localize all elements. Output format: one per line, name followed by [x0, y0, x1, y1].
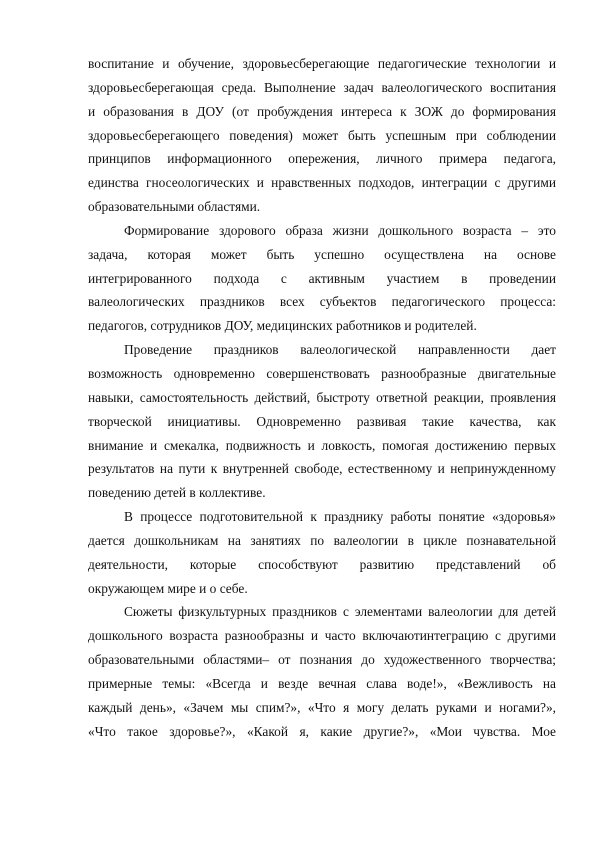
text-line: творческой инициативы. Одновременно развивая такие качества, как [88, 413, 556, 429]
text-line: образовательными областями– от познания до художественного творчества; [88, 652, 556, 668]
text-line: принципов информационного опережения, личного примера педагога, [88, 151, 556, 167]
text-line: Формирование здорового образа жизни дошкольного возраста – это [124, 222, 556, 238]
text-line: деятельности, которые способствуют развитию представлений об [88, 556, 556, 572]
text-line: единства гносеологических и нравственных подходов, интеграции с другими [88, 175, 556, 191]
text-line: задача, которая может быть успешно осуществлена на основе [88, 246, 556, 262]
text-line: Проведение праздников валеологической направленности дает [124, 342, 556, 358]
text-line: здоровьесберегающая среда. Выполнение задач валеологического воспитания [88, 79, 556, 95]
text-line: Сюжеты физкультурных праздников с элементами валеологии для детей [124, 604, 556, 620]
text-line: результатов на пути к внутренней свободе, естественному и непринужденному [88, 461, 556, 477]
text-line: интегрированного подхода с активным участием в проведении [88, 270, 556, 286]
text-line: здоровьесберегающего поведения) может быть успешным при соблюдении [88, 127, 556, 143]
text-line: внимание и смекалка, подвижность и ловкость, помогая достижению первых [88, 437, 556, 453]
text-line: каждый день», «Зачем мы спим?», «Что я могу делать руками и ногами?», [88, 699, 556, 715]
text-line: дошкольного возраста разнообразны и часто включаютинтеграцию с другими [88, 628, 556, 644]
text-line: В процессе подготовительной к празднику работы понятие «здоровья» [124, 509, 556, 525]
paragraph [88, 52, 556, 219]
text-line: валеологических праздников всех субъектов педагогического процесса: [88, 294, 556, 310]
paragraph [88, 600, 556, 743]
text-line: воспитание и обучение, здоровьесберегающие педагогические технологии и [88, 56, 556, 71]
text-line: окружающем мире и о себе. [88, 580, 248, 596]
text-line: образовательными областями. [88, 199, 261, 215]
text-line: примерные темы: «Всегда и везде вечная слава воде!», «Вежливость на [88, 675, 556, 691]
text-line: возможность одновременно совершенствовать разнообразные двигательные [88, 365, 556, 381]
document-body-text [88, 52, 556, 743]
text-line: педагогов, сотрудников ДОУ, медицинских работников и родителей. [88, 318, 477, 334]
text-line: поведению детей в коллективе. [88, 485, 266, 501]
paragraph [88, 505, 556, 600]
paragraph [88, 338, 556, 505]
text-line: дается дошкольникам на занятиях по валеологии в цикле познавательной [88, 532, 556, 548]
text-line: навыки, самостоятельность действий, быстроту ответной реакции, проявления [88, 389, 556, 405]
text-line: и образования в ДОУ (от пробуждения интереса к ЗОЖ до формирования [88, 103, 556, 119]
paragraph [88, 219, 556, 338]
text-line: «Что такое здоровье?», «Какой я, какие другие?», «Мои чувства. Мое [88, 723, 556, 739]
